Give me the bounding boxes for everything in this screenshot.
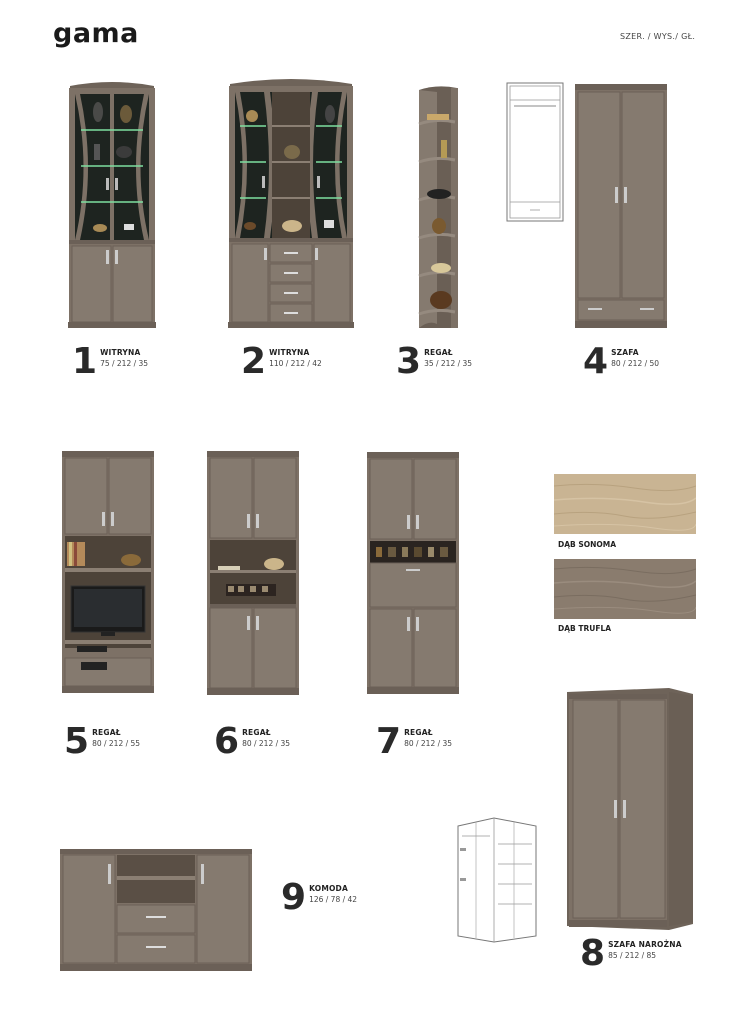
product-dimensions: 80 / 212 / 50 — [611, 359, 660, 368]
product-dimensions: 85 / 212 / 85 — [608, 951, 657, 960]
product-dimensions: 75 / 212 / 35 — [100, 359, 149, 368]
product-name: SZAFA — [611, 348, 639, 357]
product-number: 9 — [281, 877, 307, 918]
product-name: REGAŁ — [242, 728, 271, 737]
product-image-9 — [59, 848, 253, 972]
product-number: 8 — [580, 933, 606, 974]
product-caption-5 — [64, 721, 141, 762]
product-caption-6 — [214, 721, 291, 762]
product-name: WITRYNA — [269, 348, 310, 357]
product-caption-3 — [396, 341, 473, 382]
product-caption-9 — [281, 877, 358, 918]
product-name: REGAŁ — [424, 348, 453, 357]
product-caption-4 — [583, 341, 660, 382]
product-number: 2 — [241, 341, 267, 382]
finish-swatch-trufla — [554, 559, 696, 619]
dimensions-legend: SZER. / WYS./ GŁ. — [620, 32, 696, 41]
product-caption-2 — [241, 341, 322, 382]
product-number: 1 — [72, 341, 98, 382]
product-number: 6 — [214, 721, 240, 762]
product-name: SZAFA NAROŻNA — [608, 940, 682, 949]
product-caption-1 — [72, 341, 149, 382]
product-caption-8 — [580, 933, 682, 974]
product-dimensions: 80 / 212 / 55 — [92, 739, 141, 748]
finish-label-sonoma: DĄB SONOMA — [558, 540, 617, 549]
product-dimensions: 110 / 212 / 42 — [269, 359, 322, 368]
brand-title: gama — [53, 18, 139, 49]
product-name: REGAŁ — [92, 728, 121, 737]
product-image-2 — [226, 76, 356, 330]
product-dimensions: 35 / 212 / 35 — [424, 359, 473, 368]
finish-label-trufla: DĄB TRUFLA — [558, 624, 612, 633]
product-image-5 — [61, 450, 155, 694]
product-name: REGAŁ — [404, 728, 433, 737]
product-dimensions: 80 / 212 / 35 — [404, 739, 453, 748]
product-dimensions: 126 / 78 / 42 — [309, 895, 358, 904]
finish-swatch-sonoma — [554, 474, 696, 534]
product-image-3 — [415, 84, 461, 330]
product-number: 7 — [376, 721, 402, 762]
product-caption-7 — [376, 721, 453, 762]
product-image-6 — [206, 450, 300, 696]
product-image-7 — [366, 451, 460, 695]
product-image-4 — [574, 83, 668, 329]
product-name: WITRYNA — [100, 348, 141, 357]
product-image-8 — [563, 686, 697, 932]
wardrobe-interior-drawing — [506, 82, 564, 222]
product-name: KOMODA — [309, 884, 348, 893]
product-number: 3 — [396, 341, 422, 382]
product-image-1 — [66, 78, 158, 330]
product-dimensions: 80 / 212 / 35 — [242, 739, 291, 748]
corner-wardrobe-interior-drawing — [454, 814, 540, 944]
product-number: 5 — [64, 721, 90, 762]
product-number: 4 — [583, 341, 609, 382]
